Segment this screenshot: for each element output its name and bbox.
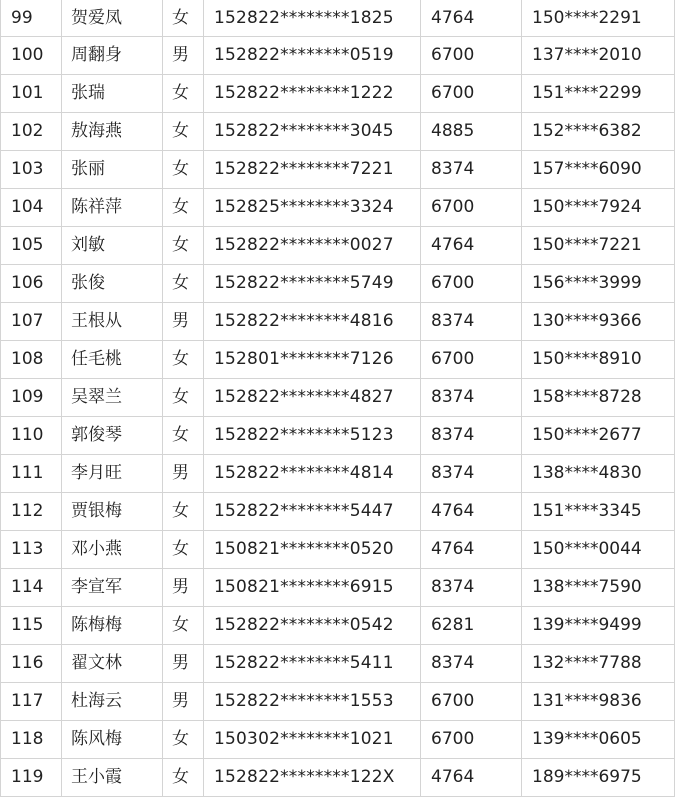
gender-cell: 男 (163, 303, 204, 341)
amount-cell: 4885 (421, 113, 522, 151)
row-number-cell: 119 (1, 759, 62, 797)
phone-cell: 150****0044 (522, 531, 675, 569)
gender-cell: 男 (163, 683, 204, 721)
id-number-cell: 152822********3045 (204, 113, 421, 151)
table-row (1, 683, 675, 721)
id-number-cell: 150821********0520 (204, 531, 421, 569)
id-number-cell: 152822********5411 (204, 645, 421, 683)
phone-cell: 150****2677 (522, 417, 675, 455)
phone-cell: 137****2010 (522, 37, 675, 75)
phone-cell: 139****9499 (522, 607, 675, 645)
table-row (1, 721, 675, 759)
amount-cell: 4764 (421, 759, 522, 797)
amount-cell: 8374 (421, 645, 522, 683)
name-cell: 李宣军 (62, 569, 163, 607)
phone-cell: 150****7221 (522, 227, 675, 265)
gender-cell: 男 (163, 645, 204, 683)
phone-cell: 150****8910 (522, 341, 675, 379)
amount-cell: 4764 (421, 531, 522, 569)
phone-cell: 151****3345 (522, 493, 675, 531)
gender-cell: 女 (163, 607, 204, 645)
row-number-cell: 104 (1, 189, 62, 227)
name-cell: 陈梅梅 (62, 607, 163, 645)
name-cell: 杜海云 (62, 683, 163, 721)
table-row (1, 417, 675, 455)
table-row (1, 189, 675, 227)
amount-cell: 4764 (421, 493, 522, 531)
name-cell: 邓小燕 (62, 531, 163, 569)
gender-cell: 男 (163, 569, 204, 607)
name-cell: 李月旺 (62, 455, 163, 493)
id-number-cell: 152822********1553 (204, 683, 421, 721)
row-number-cell: 113 (1, 531, 62, 569)
amount-cell: 4764 (421, 227, 522, 265)
row-number-cell: 106 (1, 265, 62, 303)
row-number-cell: 103 (1, 151, 62, 189)
table-row (1, 607, 675, 645)
name-cell: 贺爱凤 (62, 0, 163, 37)
phone-cell: 130****9366 (522, 303, 675, 341)
id-number-cell: 152822********5749 (204, 265, 421, 303)
name-cell: 王根从 (62, 303, 163, 341)
row-number-cell: 111 (1, 455, 62, 493)
row-number-cell: 108 (1, 341, 62, 379)
name-cell: 张俊 (62, 265, 163, 303)
gender-cell: 女 (163, 113, 204, 151)
name-cell: 张瑞 (62, 75, 163, 113)
amount-cell: 6700 (421, 37, 522, 75)
gender-cell: 女 (163, 265, 204, 303)
gender-cell: 女 (163, 379, 204, 417)
phone-cell: 157****6090 (522, 151, 675, 189)
id-number-cell: 150302********1021 (204, 721, 421, 759)
id-number-cell: 152822********4816 (204, 303, 421, 341)
table-row (1, 113, 675, 151)
id-number-cell: 152822********0027 (204, 227, 421, 265)
row-number-cell: 101 (1, 75, 62, 113)
table-row (1, 227, 675, 265)
name-cell: 翟文林 (62, 645, 163, 683)
row-number-cell: 99 (1, 0, 62, 37)
amount-cell: 8374 (421, 417, 522, 455)
id-number-cell: 152822********4814 (204, 455, 421, 493)
name-cell: 郭俊琴 (62, 417, 163, 455)
gender-cell: 女 (163, 493, 204, 531)
row-number-cell: 116 (1, 645, 62, 683)
phone-cell: 158****8728 (522, 379, 675, 417)
phone-cell: 151****2299 (522, 75, 675, 113)
amount-cell: 6700 (421, 721, 522, 759)
id-number-cell: 152822********0542 (204, 607, 421, 645)
table-row (1, 493, 675, 531)
table-row (1, 303, 675, 341)
amount-cell: 4764 (421, 0, 522, 37)
amount-cell: 8374 (421, 303, 522, 341)
table-row (1, 265, 675, 303)
id-number-cell: 152822********1825 (204, 0, 421, 37)
id-number-cell: 152801********7126 (204, 341, 421, 379)
phone-cell: 189****6975 (522, 759, 675, 797)
gender-cell: 女 (163, 75, 204, 113)
row-number-cell: 109 (1, 379, 62, 417)
phone-cell: 138****4830 (522, 455, 675, 493)
id-number-cell: 152822********4827 (204, 379, 421, 417)
row-number-cell: 110 (1, 417, 62, 455)
gender-cell: 女 (163, 227, 204, 265)
gender-cell: 女 (163, 417, 204, 455)
name-cell: 王小霞 (62, 759, 163, 797)
table-row (1, 531, 675, 569)
phone-cell: 152****6382 (522, 113, 675, 151)
id-number-cell: 152822********5123 (204, 417, 421, 455)
row-number-cell: 107 (1, 303, 62, 341)
phone-cell: 138****7590 (522, 569, 675, 607)
name-cell: 刘敏 (62, 227, 163, 265)
amount-cell: 8374 (421, 379, 522, 417)
table-row (1, 0, 675, 37)
id-number-cell: 152822********0519 (204, 37, 421, 75)
table-row (1, 569, 675, 607)
row-number-cell: 102 (1, 113, 62, 151)
table-row (1, 151, 675, 189)
name-cell: 贾银梅 (62, 493, 163, 531)
row-number-cell: 117 (1, 683, 62, 721)
row-number-cell: 114 (1, 569, 62, 607)
name-cell: 周翻身 (62, 37, 163, 75)
gender-cell: 女 (163, 721, 204, 759)
gender-cell: 女 (163, 151, 204, 189)
amount-cell: 8374 (421, 569, 522, 607)
id-number-cell: 152822********1222 (204, 75, 421, 113)
gender-cell: 女 (163, 531, 204, 569)
gender-cell: 女 (163, 341, 204, 379)
phone-cell: 156****3999 (522, 265, 675, 303)
id-number-cell: 152822********7221 (204, 151, 421, 189)
id-number-cell: 150821********6915 (204, 569, 421, 607)
name-cell: 任毛桃 (62, 341, 163, 379)
name-cell: 陈祥萍 (62, 189, 163, 227)
amount-cell: 6700 (421, 683, 522, 721)
phone-cell: 150****7924 (522, 189, 675, 227)
table-body (1, 0, 675, 797)
amount-cell: 6700 (421, 189, 522, 227)
name-cell: 吴翠兰 (62, 379, 163, 417)
name-cell: 张丽 (62, 151, 163, 189)
amount-cell: 8374 (421, 151, 522, 189)
gender-cell: 男 (163, 455, 204, 493)
phone-cell: 132****7788 (522, 645, 675, 683)
name-cell: 陈风梅 (62, 721, 163, 759)
amount-cell: 8374 (421, 455, 522, 493)
row-number-cell: 112 (1, 493, 62, 531)
gender-cell: 女 (163, 0, 204, 37)
amount-cell: 6700 (421, 341, 522, 379)
gender-cell: 女 (163, 189, 204, 227)
table-row (1, 455, 675, 493)
id-number-cell: 152822********5447 (204, 493, 421, 531)
name-cell: 敖海燕 (62, 113, 163, 151)
table-row (1, 645, 675, 683)
row-number-cell: 100 (1, 37, 62, 75)
amount-cell: 6281 (421, 607, 522, 645)
row-number-cell: 115 (1, 607, 62, 645)
table-row (1, 37, 675, 75)
id-number-cell: 152825********3324 (204, 189, 421, 227)
table-row (1, 341, 675, 379)
table-row (1, 379, 675, 417)
row-number-cell: 118 (1, 721, 62, 759)
table-row (1, 75, 675, 113)
phone-cell: 139****0605 (522, 721, 675, 759)
gender-cell: 女 (163, 759, 204, 797)
id-number-cell: 152822********122X (204, 759, 421, 797)
amount-cell: 6700 (421, 265, 522, 303)
gender-cell: 男 (163, 37, 204, 75)
table-row (1, 759, 675, 797)
phone-cell: 150****2291 (522, 0, 675, 37)
row-number-cell: 105 (1, 227, 62, 265)
amount-cell: 6700 (421, 75, 522, 113)
phone-cell: 131****9836 (522, 683, 675, 721)
